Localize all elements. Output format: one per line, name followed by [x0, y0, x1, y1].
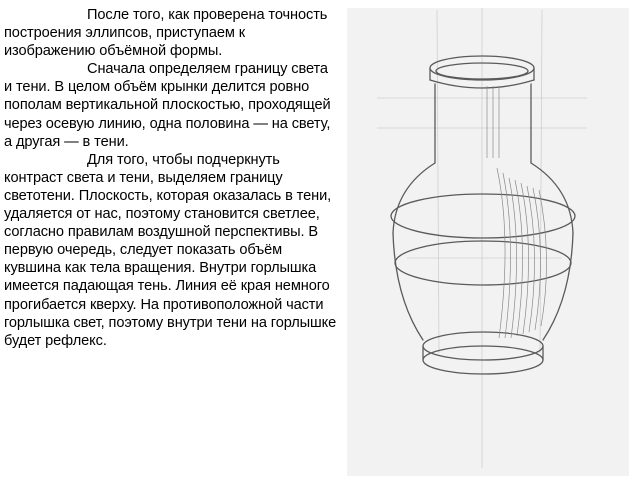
jug-sketch-image [347, 8, 629, 476]
text-block [4, 6, 339, 350]
paragraph-1: После того, как проверена точность построения эллипсов, приступаем к изображению объёмной формы. [4, 7, 328, 60]
paragraph-3: Для того, чтобы подчеркнуть контраст света и тени, выделяем границу светотени. Плоскость, которая оказалась в тени, удаляется от нас, поэтому становится светлее, согласно правилам воздушной перспективы. В первую очередь, следует показать объём кувшина как тела вращения. Внутри горлышка имеется падающая тень. Линия её края немного прогибается кверху. На противоположной части горлышка свет, поэтому внутри тени на горлышке будет рефлекс. [4, 151, 337, 349]
paragraph-2: Сначала определяем границу света и тени. В целом объём крынки делится ровно пополам вертикальной плоскостью, проходящей через осевую линию, одна половина — на свету, а другая — в тени. [4, 61, 331, 150]
